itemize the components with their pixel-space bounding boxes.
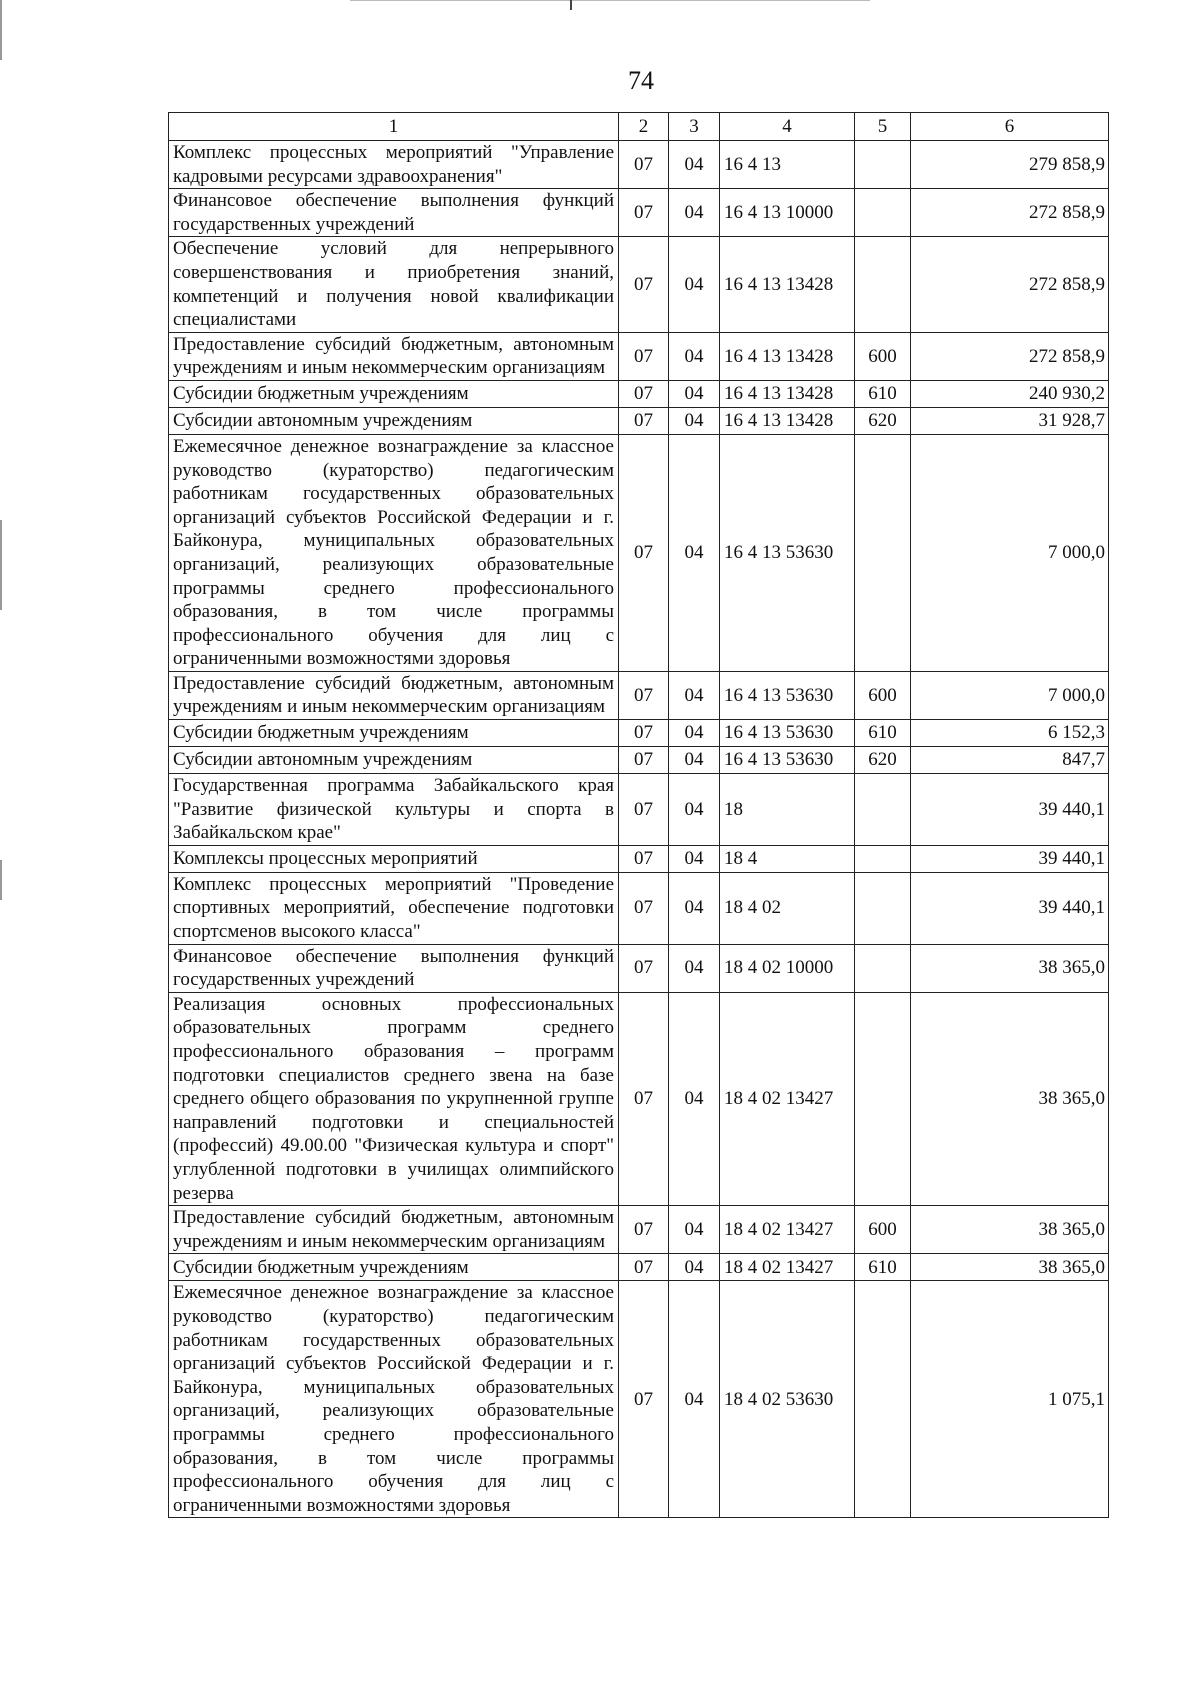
column-header: 2 xyxy=(619,113,669,141)
cell-section: 07 xyxy=(619,747,669,774)
cell-target-code: 18 4 02 53630 xyxy=(720,1281,855,1518)
cell-subsection: 04 xyxy=(669,1206,720,1254)
cell-expense-type: 610 xyxy=(855,380,911,407)
cell-name: Ежемесячное денежное вознаграждение за классное руководство (кураторство) педагогическим работникам государственных образовательных организаций субъектов Российской Федерации и г. Байконура, муниципальных образовательных организаций, реализующих образовательные программы среднего профессионального образования, в том числе программы профессионального обучения для лиц с ограниченными возможностями здоровья xyxy=(169,1281,619,1518)
cell-name: Комплекс процессных мероприятий "Управление кадровыми ресурсами здравоохранения" xyxy=(169,141,619,189)
cell-expense-type xyxy=(855,189,911,237)
cell-target-code: 18 xyxy=(720,774,855,846)
cell-amount: 38 365,0 xyxy=(911,1206,1109,1254)
cell-section: 07 xyxy=(619,407,669,434)
cell-name: Комплексы процессных мероприятий xyxy=(169,845,619,872)
cell-amount: 272 858,9 xyxy=(911,237,1109,332)
cell-expense-type: 620 xyxy=(855,747,911,774)
cell-amount: 39 440,1 xyxy=(911,774,1109,846)
cell-name: Обеспечение условий для непрерывного совершенствования и приобретения знаний, компетенций и получения новой квалификации специалистами xyxy=(169,237,619,332)
cell-name: Субсидии автономным учреждениям xyxy=(169,747,619,774)
column-header: 5 xyxy=(855,113,911,141)
cell-subsection: 04 xyxy=(669,944,720,992)
cell-amount: 39 440,1 xyxy=(911,872,1109,944)
cell-expense-type xyxy=(855,1281,911,1518)
cell-subsection: 04 xyxy=(669,407,720,434)
cell-section: 07 xyxy=(619,1281,669,1518)
cell-amount: 1 075,1 xyxy=(911,1281,1109,1518)
budget-table xyxy=(168,112,1109,1518)
cell-section: 07 xyxy=(619,774,669,846)
cell-section: 07 xyxy=(619,1254,669,1281)
cell-subsection: 04 xyxy=(669,992,720,1205)
cell-section: 07 xyxy=(619,434,669,671)
cell-amount: 272 858,9 xyxy=(911,332,1109,380)
cell-section: 07 xyxy=(619,141,669,189)
cell-section: 07 xyxy=(619,332,669,380)
cell-name: Предоставление субсидий бюджетным, автономным учреждениям и иным некоммерческим организациям xyxy=(169,332,619,380)
cell-amount: 7 000,0 xyxy=(911,434,1109,671)
cell-expense-type xyxy=(855,434,911,671)
cell-target-code: 16 4 13 13428 xyxy=(720,407,855,434)
table-row xyxy=(169,774,1109,846)
column-header: 4 xyxy=(720,113,855,141)
column-header: 1 xyxy=(169,113,619,141)
cell-amount: 7 000,0 xyxy=(911,671,1109,719)
cell-target-code: 18 4 02 13427 xyxy=(720,992,855,1205)
cell-section: 07 xyxy=(619,189,669,237)
cell-name: Субсидии бюджетным учреждениям xyxy=(169,720,619,747)
cell-subsection: 04 xyxy=(669,189,720,237)
cell-section: 07 xyxy=(619,380,669,407)
cell-section: 07 xyxy=(619,872,669,944)
cell-expense-type xyxy=(855,237,911,332)
table-row xyxy=(169,407,1109,434)
table-row xyxy=(169,845,1109,872)
cell-amount: 279 858,9 xyxy=(911,141,1109,189)
cell-name: Ежемесячное денежное вознаграждение за классное руководство (кураторство) педагогическим работникам государственных образовательных организаций субъектов Российской Федерации и г. Байконура, муниципальных образовательных организаций, реализующих образовательные программы среднего профессионального образования, в том числе программы профессионального обучения для лиц с ограниченными возможностями здоровья xyxy=(169,434,619,671)
table-row xyxy=(169,944,1109,992)
scan-edge-left xyxy=(0,860,2,900)
cell-amount: 272 858,9 xyxy=(911,189,1109,237)
cell-section: 07 xyxy=(619,992,669,1205)
cell-target-code: 16 4 13 xyxy=(720,141,855,189)
cell-section: 07 xyxy=(619,1206,669,1254)
scan-edge-left xyxy=(0,0,2,60)
cell-subsection: 04 xyxy=(669,720,720,747)
table-row xyxy=(169,1254,1109,1281)
cell-expense-type: 620 xyxy=(855,407,911,434)
scan-mark xyxy=(570,0,572,10)
cell-amount: 39 440,1 xyxy=(911,845,1109,872)
cell-name: Субсидии бюджетным учреждениям xyxy=(169,1254,619,1281)
cell-amount: 38 365,0 xyxy=(911,1254,1109,1281)
cell-name: Субсидии автономным учреждениям xyxy=(169,407,619,434)
cell-amount: 31 928,7 xyxy=(911,407,1109,434)
table-row xyxy=(169,237,1109,332)
table-row xyxy=(169,720,1109,747)
cell-expense-type: 600 xyxy=(855,1206,911,1254)
table-row xyxy=(169,1206,1109,1254)
cell-name: Предоставление субсидий бюджетным, автономным учреждениям и иным некоммерческим организациям xyxy=(169,671,619,719)
column-header: 6 xyxy=(911,113,1109,141)
scan-edge-left xyxy=(0,520,2,610)
table-row xyxy=(169,189,1109,237)
cell-target-code: 16 4 13 53630 xyxy=(720,747,855,774)
cell-amount: 240 930,2 xyxy=(911,380,1109,407)
cell-name: Финансовое обеспечение выполнения функций государственных учреждений xyxy=(169,189,619,237)
cell-subsection: 04 xyxy=(669,671,720,719)
cell-target-code: 16 4 13 13428 xyxy=(720,237,855,332)
column-header: 3 xyxy=(669,113,720,141)
scan-edge-top xyxy=(350,0,870,3)
cell-target-code: 18 4 02 13427 xyxy=(720,1254,855,1281)
table-row xyxy=(169,1281,1109,1518)
table-row xyxy=(169,992,1109,1205)
cell-subsection: 04 xyxy=(669,774,720,846)
cell-target-code: 16 4 13 10000 xyxy=(720,189,855,237)
cell-section: 07 xyxy=(619,944,669,992)
cell-target-code: 18 4 02 10000 xyxy=(720,944,855,992)
cell-target-code: 16 4 13 13428 xyxy=(720,380,855,407)
cell-section: 07 xyxy=(619,237,669,332)
cell-target-code: 18 4 xyxy=(720,845,855,872)
table-row xyxy=(169,141,1109,189)
cell-target-code: 16 4 13 53630 xyxy=(720,671,855,719)
cell-expense-type xyxy=(855,141,911,189)
table-row xyxy=(169,872,1109,944)
cell-subsection: 04 xyxy=(669,1281,720,1518)
cell-expense-type xyxy=(855,872,911,944)
table-row xyxy=(169,671,1109,719)
table-row xyxy=(169,747,1109,774)
cell-name: Комплекс процессных мероприятий "Проведение спортивных мероприятий, обеспечение подготовки спортсменов высокого класса" xyxy=(169,872,619,944)
cell-subsection: 04 xyxy=(669,872,720,944)
table-row xyxy=(169,434,1109,671)
cell-name: Реализация основных профессиональных образовательных программ среднего профессионального образования – программ подготовки специалистов среднего звена на базе среднего общего образования по укрупненной группе направлений подготовки и специальностей (профессий) 49.00.00 "Физическая культура и спорт" углубленной подготовки в училищах олимпийского резерва xyxy=(169,992,619,1205)
cell-target-code: 18 4 02 13427 xyxy=(720,1206,855,1254)
cell-name: Государственная программа Забайкальского края "Развитие физической культуры и спорта в Забайкальском крае" xyxy=(169,774,619,846)
cell-subsection: 04 xyxy=(669,141,720,189)
cell-expense-type xyxy=(855,944,911,992)
cell-target-code: 16 4 13 13428 xyxy=(720,332,855,380)
cell-expense-type: 610 xyxy=(855,720,911,747)
cell-amount: 847,7 xyxy=(911,747,1109,774)
cell-subsection: 04 xyxy=(669,380,720,407)
cell-subsection: 04 xyxy=(669,747,720,774)
cell-subsection: 04 xyxy=(669,434,720,671)
cell-target-code: 16 4 13 53630 xyxy=(720,720,855,747)
cell-expense-type: 600 xyxy=(855,671,911,719)
cell-name: Предоставление субсидий бюджетным, автономным учреждениям и иным некоммерческим организациям xyxy=(169,1206,619,1254)
cell-amount: 38 365,0 xyxy=(911,944,1109,992)
cell-expense-type xyxy=(855,992,911,1205)
page-number: 74 xyxy=(628,66,654,95)
cell-expense-type xyxy=(855,845,911,872)
cell-name: Финансовое обеспечение выполнения функций государственных учреждений xyxy=(169,944,619,992)
table-header-row xyxy=(169,113,1109,141)
cell-amount: 6 152,3 xyxy=(911,720,1109,747)
cell-subsection: 04 xyxy=(669,332,720,380)
table-row xyxy=(169,332,1109,380)
cell-subsection: 04 xyxy=(669,1254,720,1281)
cell-subsection: 04 xyxy=(669,845,720,872)
cell-expense-type: 610 xyxy=(855,1254,911,1281)
cell-expense-type: 600 xyxy=(855,332,911,380)
cell-expense-type xyxy=(855,774,911,846)
cell-target-code: 16 4 13 53630 xyxy=(720,434,855,671)
cell-section: 07 xyxy=(619,671,669,719)
cell-section: 07 xyxy=(619,845,669,872)
cell-section: 07 xyxy=(619,720,669,747)
cell-name: Субсидии бюджетным учреждениям xyxy=(169,380,619,407)
cell-subsection: 04 xyxy=(669,237,720,332)
cell-target-code: 18 4 02 xyxy=(720,872,855,944)
cell-amount: 38 365,0 xyxy=(911,992,1109,1205)
table-row xyxy=(169,380,1109,407)
